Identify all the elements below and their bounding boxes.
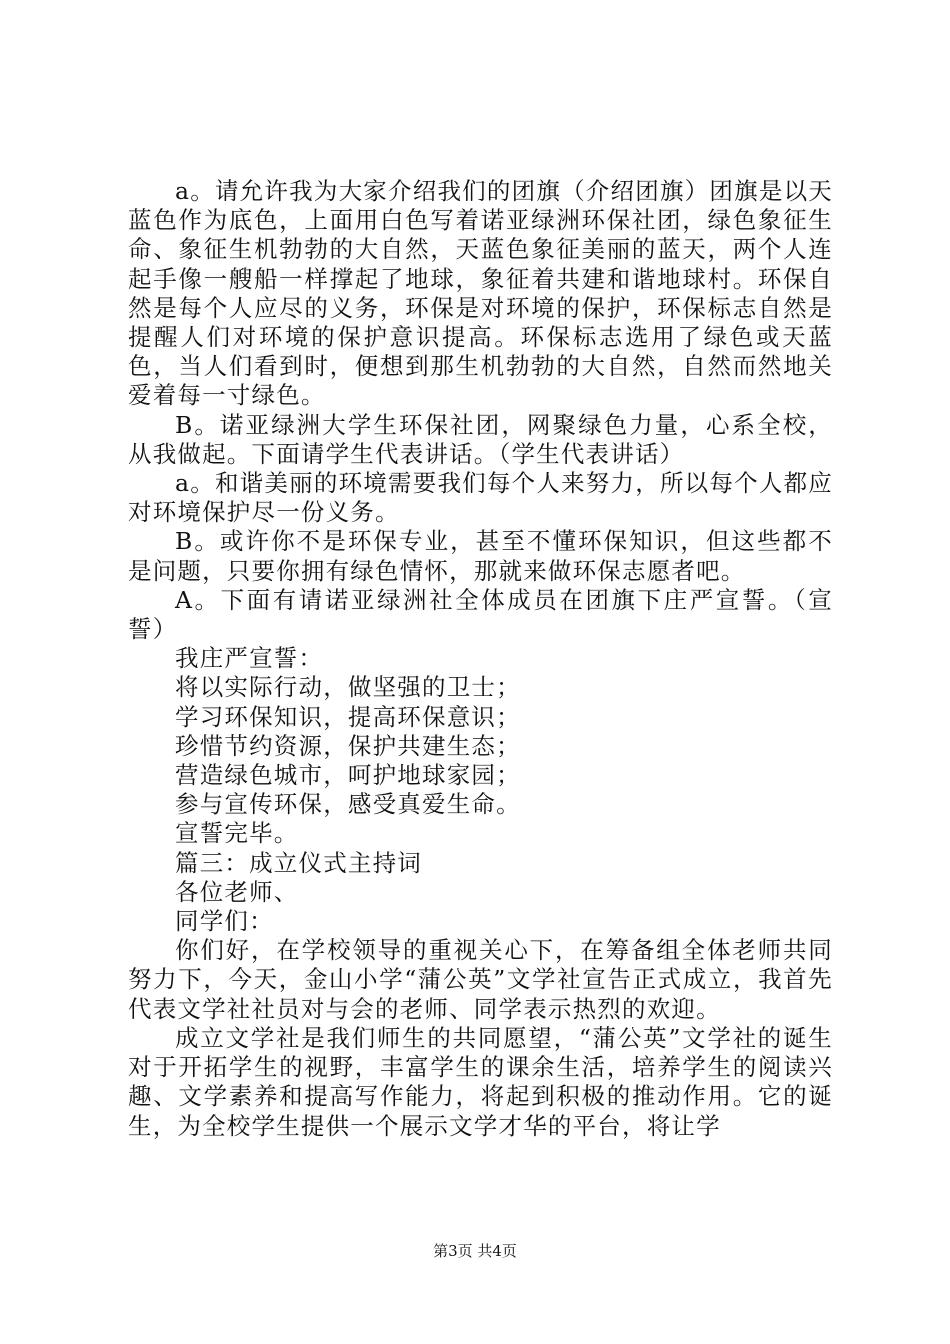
salutation-line: 各位老师、	[175, 877, 299, 906]
oath-line: 我庄严宣誓：	[175, 644, 324, 673]
document-body	[128, 177, 833, 1141]
paragraph-student-speech: B。诺亚绿洲大学生环保社团，网聚绿色力量，心系全校，从我做起。下面请学生代表讲话。（学生代表讲话）	[128, 410, 833, 468]
oath-line: 学习环保知识，提高环保意识；	[175, 702, 521, 731]
oath-line: 珍惜节约资源，保护共建生态；	[175, 731, 521, 760]
page-number-footer: 第3页 共4页	[433, 1242, 517, 1260]
salutation-line: 同学们：	[175, 907, 274, 936]
paragraph-oath-intro: A。下面有请诺亚绿洲社全体成员在团旗下庄严宣誓。（宣誓）	[128, 585, 833, 644]
section-title: 篇三：成立仪式主持词	[175, 848, 422, 877]
paragraph-welcome: 你们好，在学校领导的重视关心下，在筹备组全体老师共同努力下，今天，金山小学“蒲公英”文学社宣告正式成立，我首先代表文学社社员对与会的老师、同学表示热烈的欢迎。	[128, 936, 833, 1023]
paragraph-flag-intro: a。请允许我为大家介绍我们的团旗（介绍团旗）团旗是以天蓝色作为底色，上面用白色写着诺亚绿洲环保社团，绿色象征生命、象征生机勃勃的大自然，天蓝色象征美丽的蓝天，两个人连起手像一艘船一样撑起了地球，象征着共建和谐地球村。环保自然是每个人应尽的义务，环保是对环境的保护，环保标志自然是提醒人们对环境的保护意识提高。环保标志选用了绿色或天蓝色，当人们看到时，便想到那生机勃勃的大自然，自然而然地关爱着每一寸绿色。	[128, 177, 833, 410]
oath-line: 将以实际行动，做坚强的卫士；	[175, 673, 521, 702]
paragraph-literature-club: 成立文学社是我们师生的共同愿望，“蒲公英”文学社的诞生对于开拓学生的视野，丰富学生的课余生活，培养学生的阅读兴趣、文学素养和提高写作能力，将起到积极的推动作用。它的诞生，为全校学生提供一个展示文学才华的平台，将让学	[128, 1023, 833, 1140]
paragraph-harmony: a。和谐美丽的环境需要我们每个人来努力，所以每个人都应对环境保护尽一份义务。	[128, 469, 833, 527]
paragraph-volunteer: B。或许你不是环保专业，甚至不懂环保知识，但这些都不是问题，只要你拥有绿色情怀，那就来做环保志愿者吧。	[128, 527, 833, 585]
oath-line: 营造绿色城市，呵护地球家园；	[175, 761, 521, 790]
oath-end-line: 宣誓完毕。	[175, 819, 299, 848]
oath-line: 参与宣传环保，感受真爱生命。	[175, 790, 521, 819]
